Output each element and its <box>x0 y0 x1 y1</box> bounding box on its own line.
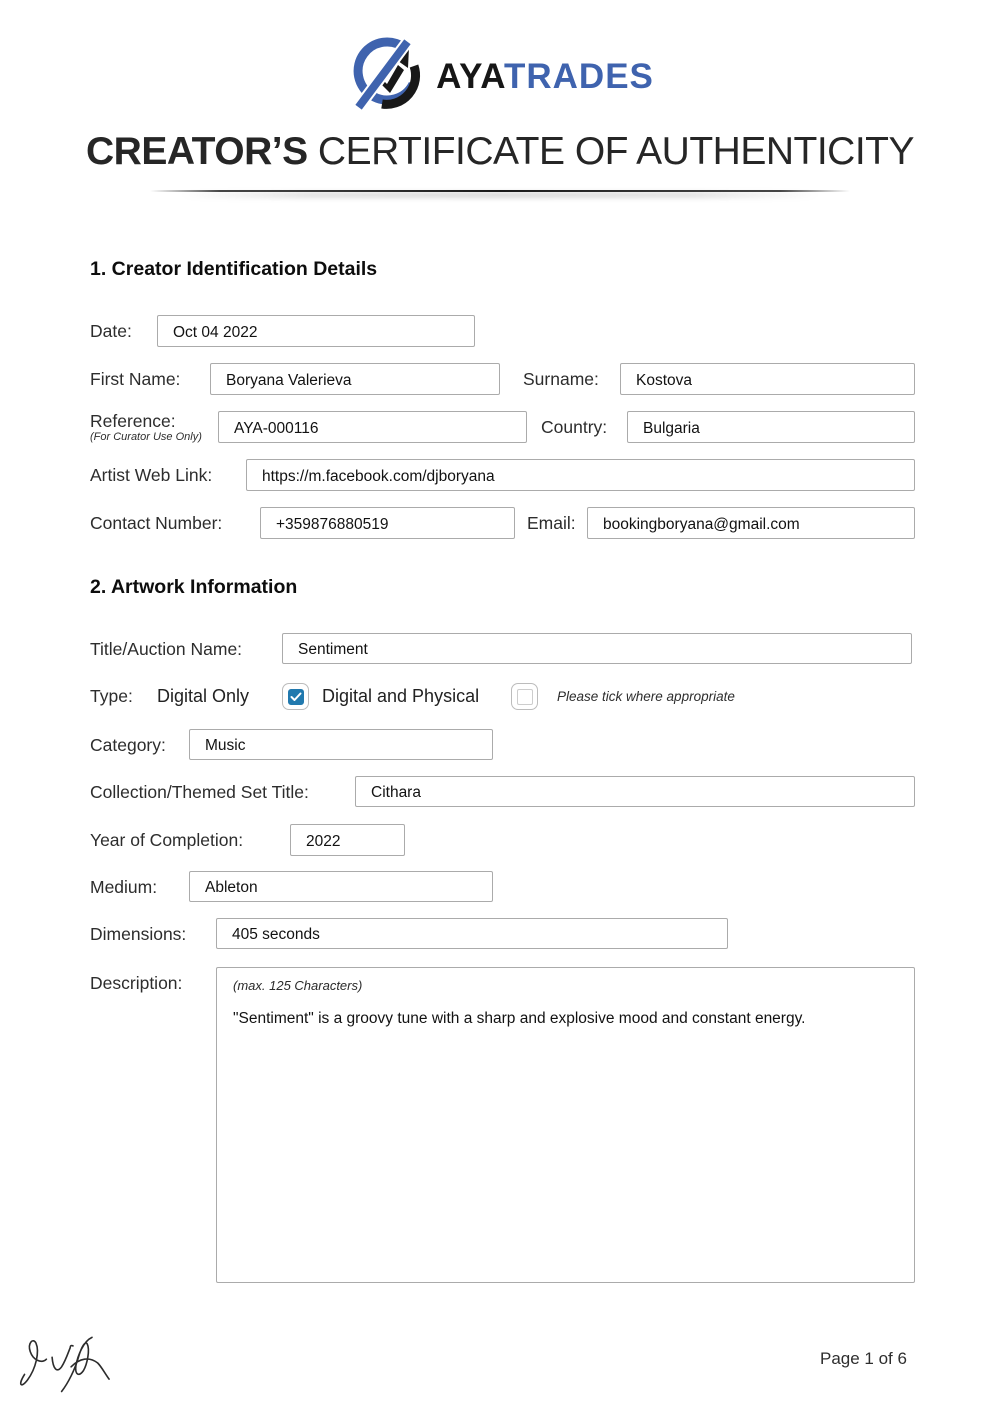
digital-only-checkbox-inner <box>288 689 304 705</box>
digital-only-checkbox[interactable] <box>282 683 309 710</box>
reference-value: AYA-000116 <box>234 419 319 437</box>
type-option-digital-only-label: Digital Only <box>157 686 250 706</box>
date-field[interactable] <box>157 315 475 347</box>
dimensions-value: 405 seconds <box>232 926 320 943</box>
email-label: Email: <box>527 513 576 533</box>
category-field[interactable] <box>189 729 493 760</box>
digital-and-physical-checkbox[interactable] <box>511 683 538 710</box>
year-label: Year of Completion: <box>90 830 244 850</box>
year-field[interactable] <box>290 824 405 856</box>
title-divider <box>150 190 850 192</box>
surname-field[interactable] <box>620 363 915 395</box>
description-hint: (max. 125 Characters) <box>233 978 363 993</box>
section-heading-creator: 1. Creator Identification Details <box>90 258 378 280</box>
document-title-light: CERTIFICATE OF AUTHENTICITY <box>307 130 914 173</box>
brand-logo <box>0 34 1000 119</box>
surname-label: Surname: <box>523 369 599 389</box>
title-divider-shadow <box>180 193 820 197</box>
dimensions-field[interactable] <box>216 918 728 949</box>
category-label: Category: <box>90 735 166 755</box>
page-number: Page 1 of 6 <box>820 1349 907 1368</box>
email-field[interactable] <box>587 507 915 539</box>
email-value: bookingboryana@gmail.com <box>603 515 800 533</box>
category-value: Music <box>205 737 246 754</box>
collection-value: Cithara <box>371 784 421 801</box>
document-title <box>0 130 1000 174</box>
brand-name-blue: TRADES <box>503 56 654 96</box>
brand-name-black: AYA <box>436 56 504 96</box>
section-heading-artwork: 2. Artwork Information <box>90 576 298 598</box>
type-option-digital-physical-label: Digital and Physical <box>322 686 480 706</box>
ayatrades-logo-icon <box>346 34 426 119</box>
type-note: Please tick where appropriate <box>557 689 735 704</box>
creator-signature <box>16 1322 111 1409</box>
web-link-value: https://m.facebook.com/djboryana <box>262 467 495 485</box>
web-link-field[interactable] <box>246 459 915 491</box>
first-name-value: Boryana Valerieva <box>226 371 352 389</box>
date-label: Date: <box>90 321 132 341</box>
country-value: Bulgaria <box>643 419 700 437</box>
reference-label: Reference: <box>90 411 176 431</box>
brand-wordmark <box>436 57 654 97</box>
title-auction-field[interactable] <box>282 633 912 664</box>
surname-value: Kostova <box>636 371 693 389</box>
medium-label: Medium: <box>90 877 158 897</box>
reference-sublabel: (For Curator Use Only) <box>90 431 202 443</box>
country-field[interactable] <box>627 411 915 443</box>
first-name-field[interactable] <box>210 363 500 395</box>
medium-field[interactable] <box>189 871 493 902</box>
title-auction-value: Sentiment <box>298 641 368 658</box>
contact-number-label: Contact Number: <box>90 513 223 533</box>
title-auction-label: Title/Auction Name: <box>90 639 243 659</box>
web-link-label: Artist Web Link: <box>90 465 213 485</box>
reference-field[interactable] <box>218 411 527 443</box>
check-icon <box>290 692 302 702</box>
contact-number-value: +359876880519 <box>276 515 389 533</box>
medium-value: Ableton <box>205 879 258 896</box>
collection-label: Collection/Themed Set Title: <box>90 782 309 802</box>
description-value: "Sentiment" is a groovy tune with a sharp and explosive mood and constant energy. <box>233 1010 806 1027</box>
description-field[interactable] <box>216 967 915 1283</box>
date-value: Oct 04 2022 <box>173 323 258 341</box>
document-title-bold: CREATOR’S <box>86 130 308 173</box>
first-name-label: First Name: <box>90 369 181 389</box>
description-label: Description: <box>90 973 183 993</box>
collection-field[interactable] <box>355 776 915 807</box>
country-label: Country: <box>541 417 608 437</box>
type-label: Type: <box>90 686 133 706</box>
dimensions-label: Dimensions: <box>90 924 187 944</box>
digital-and-physical-checkbox-inner <box>517 689 533 705</box>
contact-number-field[interactable] <box>260 507 515 539</box>
year-value: 2022 <box>306 832 341 850</box>
